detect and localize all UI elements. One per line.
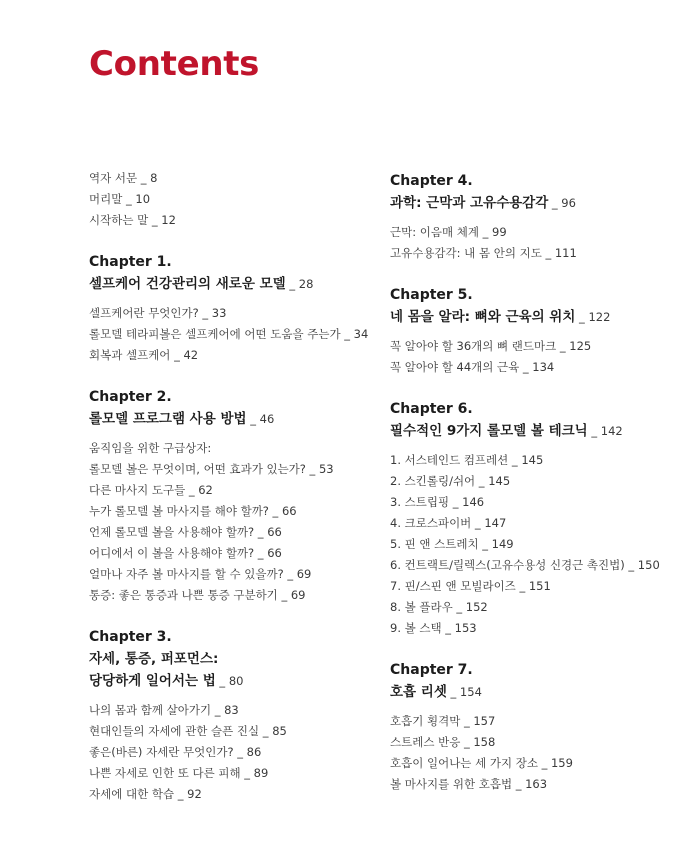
list-item: 머리말 _ 10 [89, 192, 151, 206]
chapter-number: Chapter 7. [390, 662, 473, 678]
chapter-page: _ 96 [548, 196, 576, 210]
toc-left-column [89, 160, 379, 805]
chapter-title [89, 408, 379, 430]
list-item: 롤모델 볼은 무엇이며, 어떤 효과가 있는가? _ 53 [89, 462, 334, 476]
chapter-5 [390, 284, 680, 378]
list-item: 9. 볼 스택 _ 153 [390, 621, 477, 635]
section-list [89, 700, 379, 805]
list-item: 볼 마사지를 위한 호흡법 _ 163 [390, 777, 548, 791]
chapter-number: Chapter 1. [89, 254, 172, 270]
section-list [390, 222, 680, 264]
list-item: 3. 스트립핑 _ 146 [390, 495, 485, 509]
chapter-number: Chapter 2. [89, 389, 172, 405]
chapter-title-text: 롤모델 프로그램 사용 방법 [89, 411, 247, 427]
chapter-title-text: 과학: 근막과 고유수용감각 [390, 195, 549, 211]
list-item: 고유수용감각: 내 몸 안의 지도 _ 111 [390, 246, 577, 260]
chapter-page: _ 80 [215, 674, 244, 688]
chapter-title-text: 네 몸을 알라: 뼈와 근육의 위치 [390, 309, 576, 325]
chapter-title-text: 셀프케어 건강관리의 새로운 모델 [89, 276, 286, 292]
chapter-page: _ 142 [587, 424, 623, 438]
section-list [390, 336, 680, 378]
list-item: 호흡기 횡격막 _ 157 [390, 714, 496, 728]
list-item: 역자 서문 _ 8 [89, 171, 158, 185]
list-item: 다른 마사지 도구들 _ 62 [89, 483, 213, 497]
section-list [390, 450, 680, 639]
list-item: 근막: 이음매 체계 _ 99 [390, 225, 507, 239]
list-item: 롤모델 테라피볼은 셀프케어에 어떤 도움을 주는가 _ 34 [89, 327, 369, 341]
chapter-number: Chapter 5. [390, 287, 473, 303]
chapter-2 [89, 386, 379, 606]
list-item: 8. 볼 플라우 _ 152 [390, 600, 488, 614]
list-item: 꼭 알아야 할 44개의 근육 _ 134 [390, 360, 555, 374]
chapter-title [390, 306, 680, 328]
list-item: 회복과 셀프케어 _ 42 [89, 348, 199, 362]
chapter-title-text: 호흡 리셋 [390, 684, 447, 700]
list-item: 4. 크로스파이버 _ 147 [390, 516, 507, 530]
list-item: 꼭 알아야 할 36개의 뼈 랜드마크 _ 125 [390, 339, 592, 353]
list-item: 언제 롤모델 볼을 사용해야 할까? _ 66 [89, 525, 282, 539]
chapter-page: _ 122 [575, 310, 611, 324]
toc-right-column [390, 160, 680, 795]
chapter-title [390, 192, 680, 214]
chapter-number: Chapter 3. [89, 629, 172, 645]
list-item: 호흡이 일어나는 세 가지 장소 _ 159 [390, 756, 573, 770]
list-item: 현대인들의 자세에 관한 슬픈 진실 _ 85 [89, 724, 287, 738]
chapter-4 [390, 170, 680, 264]
chapter-page: _ 154 [446, 685, 482, 699]
section-list [89, 303, 379, 366]
list-item: 움직임을 위한 구급상자: [89, 441, 212, 455]
chapter-3 [89, 626, 379, 805]
list-item: 시작하는 말 _ 12 [89, 213, 176, 227]
chapter-number: Chapter 4. [390, 173, 473, 189]
page-title: Contents [89, 44, 260, 84]
chapter-6 [390, 398, 680, 639]
chapter-page: _ 28 [285, 277, 314, 291]
chapter-number: Chapter 6. [390, 401, 473, 417]
list-item: 6. 컨트랙트/릴렉스(고유수용성 신경근 촉진법) _ 150 [390, 558, 660, 572]
list-item: 어디에서 이 볼을 사용해야 할까? _ 66 [89, 546, 282, 560]
chapter-title [89, 273, 379, 295]
chapter-title [390, 681, 680, 703]
intro-list [89, 168, 379, 231]
list-item: 나의 몸과 함께 살아가기 _ 83 [89, 703, 239, 717]
section-list [390, 711, 680, 795]
chapter-title-line2 [89, 670, 379, 692]
chapter-1 [89, 251, 379, 366]
chapter-page: _ 46 [246, 412, 275, 426]
list-item: 통증: 좋은 통증과 나쁜 통증 구분하기 _ 69 [89, 588, 306, 602]
chapter-title: 자세, 통증, 퍼포먼스: [89, 651, 219, 667]
list-item: 자세에 대한 학습 _ 92 [89, 787, 202, 801]
chapter-7 [390, 659, 680, 795]
chapter-title-text: 필수적인 9가지 롤모델 볼 테크닉 [390, 423, 588, 439]
list-item: 얼마나 자주 볼 마사지를 할 수 있을까? _ 69 [89, 567, 312, 581]
list-item: 좋은(바른) 자세란 무엇인가? _ 86 [89, 745, 262, 759]
list-item: 셀프케어란 무엇인가? _ 33 [89, 306, 227, 320]
list-item: 스트레스 반응 _ 158 [390, 735, 496, 749]
list-item: 나쁜 자세로 인한 또 다른 피해 _ 89 [89, 766, 269, 780]
list-item: 2. 스킨롤링/쉬어 _ 145 [390, 474, 511, 488]
section-list [89, 438, 379, 606]
chapter-title-text: 당당하게 일어서는 법 [89, 673, 216, 689]
list-item: 7. 핀/스핀 앤 모빌라이즈 _ 151 [390, 579, 551, 593]
list-item: 1. 서스테인드 컴프레션 _ 145 [390, 453, 544, 467]
chapter-title [390, 420, 680, 442]
list-item: 5. 핀 앤 스트레치 _ 149 [390, 537, 514, 551]
list-item: 누가 롤모델 볼 마사지를 해야 할까? _ 66 [89, 504, 297, 518]
